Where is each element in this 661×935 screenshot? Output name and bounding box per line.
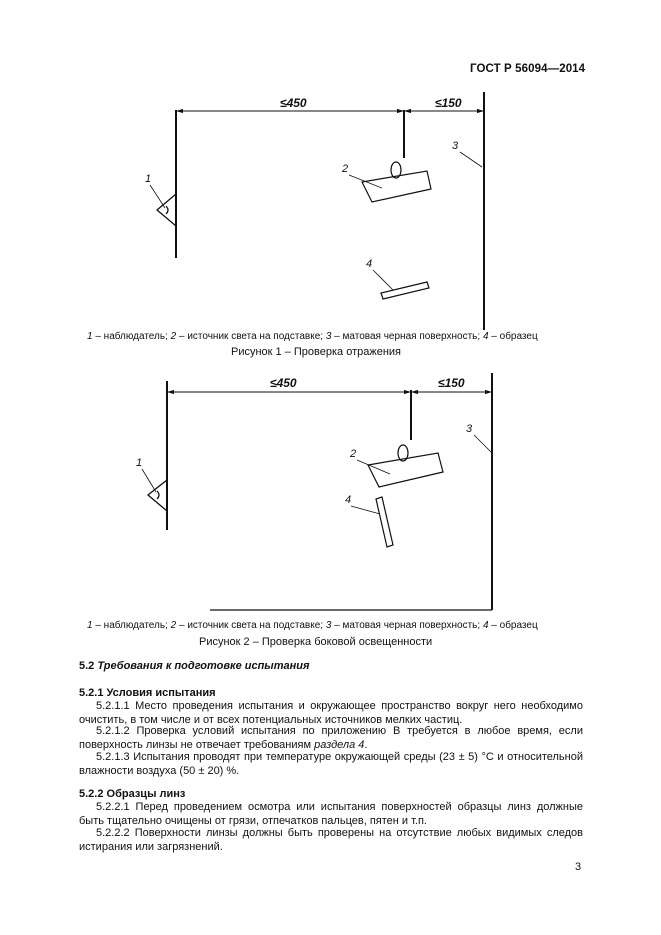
figure-1-caption: Рисунок 1 – Проверка отражения — [231, 346, 402, 358]
label-3: 3 — [466, 423, 473, 435]
specimen-shape — [381, 282, 429, 299]
dimension-label-450: ≤450 — [270, 376, 297, 390]
paragraph-5-2-1-2: 5.2.1.2 Проверка условий испытания по приложению В требуется в любое время, если поверхность линзы не отвечает требованиям раздела 4. — [79, 725, 583, 751]
dimension-label-450: ≤450 — [280, 96, 307, 110]
label-1: 1 — [145, 173, 152, 185]
dimension-label-150: ≤150 — [438, 376, 465, 390]
specimen-shape — [376, 497, 393, 547]
standard-number: ГОСТ Р 56094—2014 — [470, 63, 586, 75]
subsection-5-2-2-title: 5.2.2 Образцы линз — [79, 788, 186, 800]
paragraph-5-2-1-1: 5.2.1.1 Место проведения испытания и окружающее пространство вокруг него необходимо очистить, в том числе и от всех потенциальных источников мелких частиц. — [79, 700, 583, 726]
label-2: 2 — [350, 448, 357, 460]
label-1: 1 — [136, 457, 143, 469]
label-4: 4 — [366, 258, 373, 270]
figure-1-diagram — [0, 0, 661, 330]
paragraph-5-2-2-2: 5.2.2.2 Поверхности линзы должны быть проверены на отсутствие любых видимых следов истирания или загрязнений. — [79, 827, 583, 853]
paragraph-5-2-2-1: 5.2.2.1 Перед проведением осмотра или испытания поверхностей образцы линз должные быть тщательно очищены от грязи, отпечатков пальцев, пятен и т.п. — [79, 801, 583, 827]
figure-2-legend: 1 – наблюдатель; 2 – источник света на подставке; 3 – матовая черная поверхность; 4 – образец — [87, 620, 538, 631]
subsection-5-2-1-title: 5.2.1 Условия испытания — [79, 687, 216, 699]
light-source-icon — [362, 162, 431, 202]
observer-eye-icon — [157, 194, 176, 226]
section-heading: 5.2 Требования к подготовке испытания — [79, 660, 310, 672]
light-source-icon — [368, 445, 443, 487]
dimension-label-150: ≤150 — [435, 96, 462, 110]
page-number: 3 — [575, 861, 582, 873]
figure-2-diagram — [0, 360, 661, 615]
figure-1-legend: 1 – наблюдатель; 2 – источник света на подставке; 3 – матовая черная поверхность; 4 – образец — [87, 331, 538, 342]
observer-eye-icon — [148, 480, 167, 511]
label-4: 4 — [345, 494, 352, 506]
label-3: 3 — [452, 140, 459, 152]
figure-2-caption: Рисунок 2 – Проверка боковой освещенности — [199, 636, 433, 648]
label-2: 2 — [342, 163, 349, 175]
paragraph-5-2-1-3: 5.2.1.3 Испытания проводят при температуре окружающей среды (23 ± 5) °С и относительной влажности воздуха (50 ± 20) %. — [79, 751, 583, 777]
